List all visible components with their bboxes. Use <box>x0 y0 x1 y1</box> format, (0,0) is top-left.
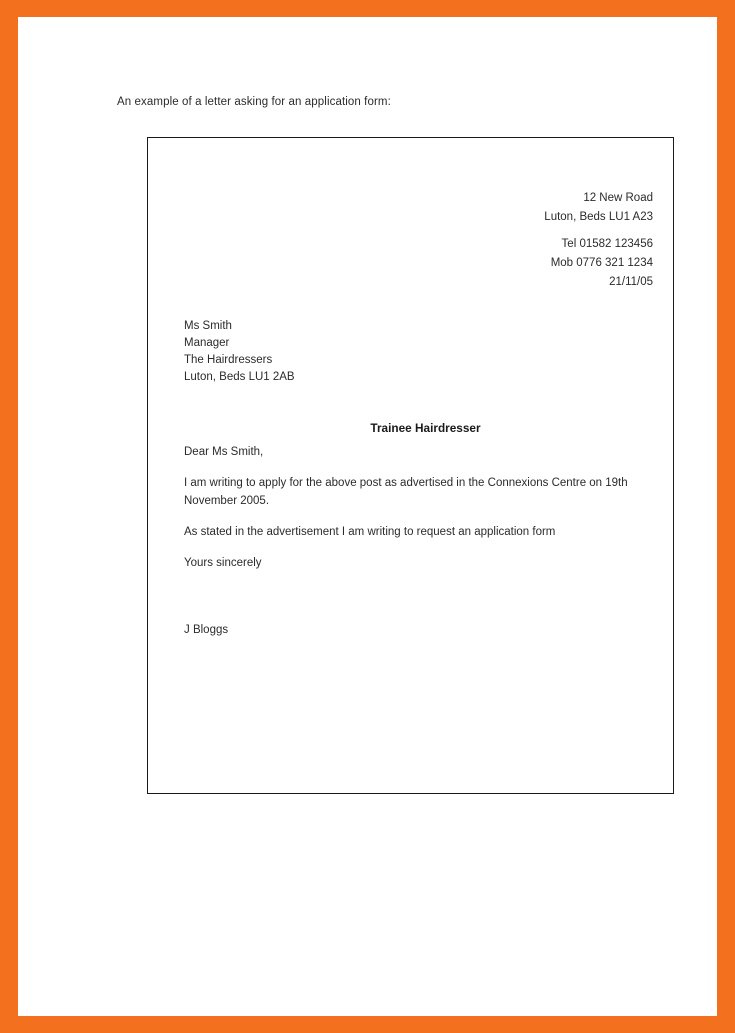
recipient-address-block <box>184 318 295 386</box>
recipient-address: Luton, Beds LU1 2AB <box>184 371 295 383</box>
body-paragraph-2: As stated in the advertisement I am writing to request an application form <box>184 526 556 538</box>
letter-subject: Trainee Hairdresser <box>370 421 481 435</box>
spacer <box>544 227 653 235</box>
letter-date: 21/11/05 <box>609 276 653 288</box>
sender-address-line-2: Luton, Beds LU1 A23 <box>544 211 653 223</box>
letter-body-text <box>184 443 659 585</box>
document-page <box>18 17 717 1016</box>
letter-body-frame <box>147 137 674 794</box>
signature-name: J Bloggs <box>184 624 229 636</box>
recipient-company: The Hairdressers <box>184 354 273 366</box>
intro-caption: An example of a letter asking for an application form: <box>117 96 391 108</box>
sender-address-block <box>544 189 653 292</box>
salutation: Dear Ms Smith, <box>184 446 264 458</box>
closing-phrase: Yours sincerely <box>184 557 262 569</box>
recipient-name: Ms Smith <box>184 320 232 332</box>
sender-address-line-1: 12 New Road <box>583 192 653 204</box>
recipient-job-title: Manager <box>184 337 230 349</box>
sender-telephone: Tel 01582 123456 <box>561 238 653 250</box>
body-paragraph-1: I am writing to apply for the above post as advertised in the Connexions Centre on 19th November 2005. <box>184 477 628 507</box>
sender-mobile: Mob 0776 321 1234 <box>550 257 653 269</box>
